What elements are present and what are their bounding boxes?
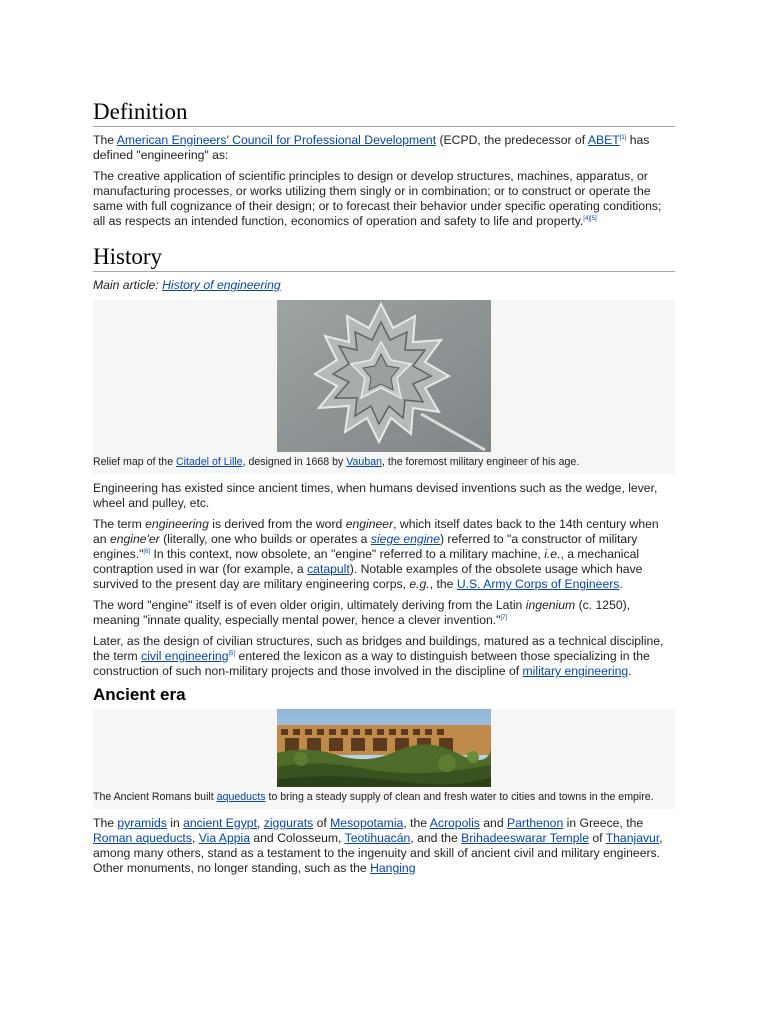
link-thanjavur[interactable]: Thanjavur <box>605 831 660 845</box>
link-pyramids[interactable]: pyramids <box>117 816 167 830</box>
citadel-relief-map-image[interactable] <box>277 300 491 452</box>
history-paragraph-1: Engineering has existed since ancient times, when humans devised inventions such as the wedge, lever, wheel and pulley, etc. <box>93 481 658 510</box>
main-article-hatnote: Main article: History of engineering <box>93 278 281 292</box>
citation-ref[interactable]: [1] <box>619 134 627 141</box>
link-aqueducts[interactable]: aqueducts <box>216 791 266 803</box>
link-civil-engineering[interactable]: civil engineering <box>141 649 229 663</box>
link-brihadeeswarar-temple[interactable]: Brihadeeswarar Temple <box>461 831 589 845</box>
link-citadel-of-lille[interactable]: Citadel of Lille <box>176 456 243 468</box>
figure-roman-aqueduct <box>93 709 675 809</box>
link-teotihuacan[interactable]: Teotihuacán <box>344 831 411 845</box>
link-via-appia[interactable]: Via Appia <box>198 831 250 845</box>
article-body <box>93 98 675 882</box>
definition-quote: The creative application of scientific principles to design or develop structures, machines, apparatus, or manufacturing processes, or works utilizing them singly or in combination; or to construct or operate the same with full cognizance of their design; or to forecast their behavior under specific operating conditions; all as respects an intended function, economics of operation and safety to life and property.[4][5] <box>93 169 662 228</box>
heading-definition: Definition <box>93 98 675 127</box>
link-hanging-gardens[interactable]: Hanging <box>370 861 416 875</box>
link-abet[interactable]: ABET <box>587 133 620 147</box>
citation-ref[interactable]: [7] <box>500 614 508 621</box>
link-vauban[interactable]: Vauban <box>346 456 382 468</box>
history-paragraph-2: The term engineering is derived from the word engineer, which itself dates back to the 14th century when an engine'er (literally, one who builds or operates a siege engine) referred to "a constructor of military engines."[6] In this context, now obsolete, an "engine" referred to a military machine, i.e., a mechanical contraption used in war (for example, a catapult). Notable examples of the obsolete usage which have survived to the present day are military engineering corps, e.g., the U.S. Army Corps of Engineers. <box>93 517 659 591</box>
link-us-army-corps[interactable]: U.S. Army Corps of Engineers <box>456 577 620 591</box>
link-mesopotamia[interactable]: Mesopotamia <box>330 816 404 830</box>
link-roman-aqueducts[interactable]: Roman aqueducts <box>93 831 192 845</box>
ancient-paragraph-1: The pyramids in ancient Egypt, ziggurats of Mesopotamia, the Acropolis and Parthenon in Greece, the Roman aqueducts, Via Appia and Colosseum, Teotihuacán, and the Brihadeeswarar Temple of Thanjavur, among many others, stand as a testament to the ingenuity and skill of ancient civil and military engineers. Other monuments, no longer standing, such as the Hanging <box>93 816 663 875</box>
link-history-of-engineering[interactable]: History of engineering <box>162 278 281 292</box>
link-acropolis[interactable]: Acropolis <box>429 816 480 830</box>
link-ecpd[interactable]: American Engineers' Council for Professional Development <box>116 133 437 147</box>
citation-ref[interactable]: [4][5] <box>583 215 597 222</box>
figure-citadel-of-lille <box>93 300 675 474</box>
citation-ref[interactable]: [6] <box>143 548 151 555</box>
heading-ancient-era: Ancient era <box>93 685 186 704</box>
citation-ref[interactable]: [5] <box>228 650 236 657</box>
pont-du-gard-image[interactable] <box>277 709 491 787</box>
figure-caption: Relief map of the Citadel of Lille, designed in 1668 by Vauban, the foremost military engineer of his age. <box>93 456 580 468</box>
link-ziggurats[interactable]: ziggurats <box>263 816 314 830</box>
heading-history: History <box>93 243 675 272</box>
figure-caption: The Ancient Romans built aqueducts to bring a steady supply of clean and fresh water to cities and towns in the empire. <box>93 791 654 803</box>
definition-paragraph: The American Engineers' Council for Professional Development (ECPD, the predecessor of ABET[1] has defined "engineering" as: <box>93 133 650 162</box>
link-catapult[interactable]: catapult <box>307 562 350 576</box>
history-paragraph-3: The word "engine" itself is of even older origin, ultimately deriving from the Latin ingenium (c. 1250), meaning "innate quality, especially mental power, hence a clever invention."[7] <box>93 598 631 627</box>
link-ancient-egypt[interactable]: ancient Egypt <box>183 816 257 830</box>
link-military-engineering[interactable]: military engineering <box>522 664 629 678</box>
link-siege-engine[interactable]: siege engine <box>370 532 440 546</box>
history-paragraph-4: Later, as the design of civilian structures, such as bridges and buildings, matured as a technical discipline, the term civil engineering[5] entered the lexicon as a way to distinguish between those specializing in the construction of such non-military projects and those involved in the discipline of military engineering. <box>93 634 664 678</box>
link-parthenon[interactable]: Parthenon <box>506 816 564 830</box>
